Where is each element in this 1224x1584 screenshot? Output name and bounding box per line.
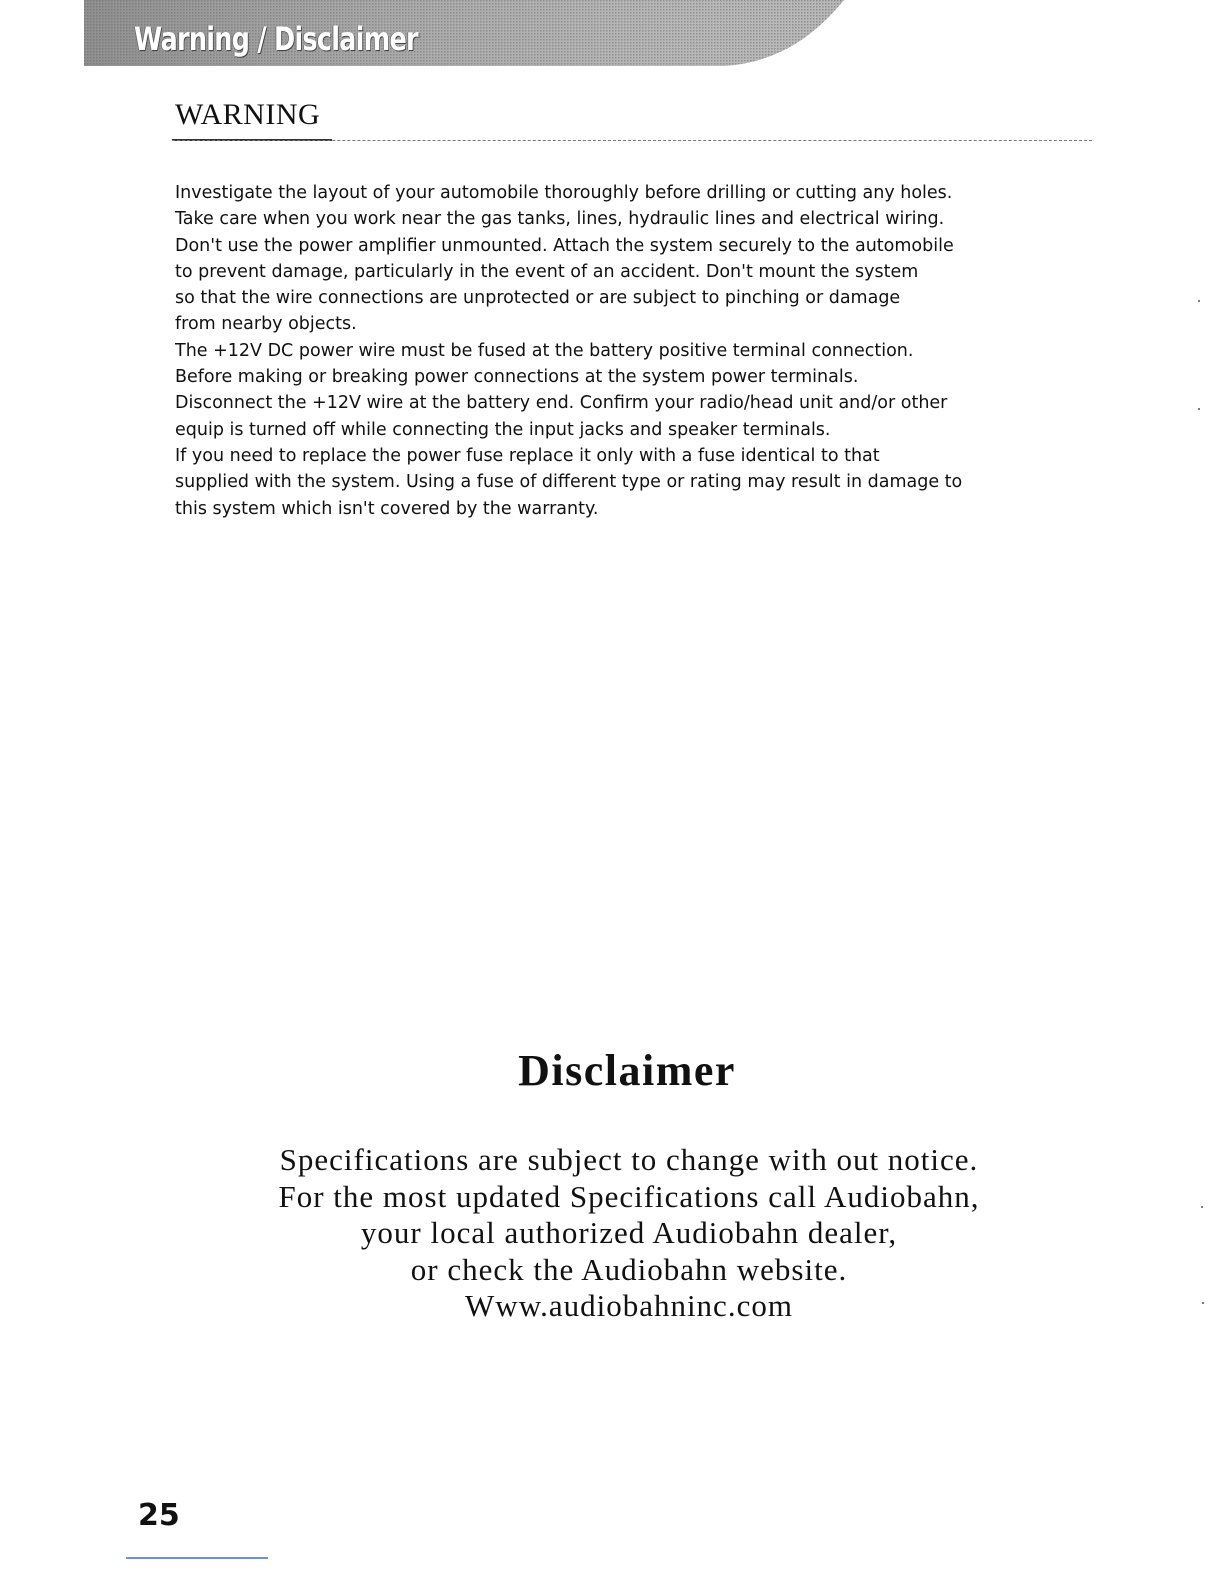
warning-line: If you need to replace the power fuse replace it only with a fuse identical to that bbox=[175, 445, 880, 466]
footer-rule bbox=[126, 1557, 268, 1559]
warning-line: Take care when you work near the gas tanks, lines, hydraulic lines and electrical wiring. bbox=[175, 209, 945, 230]
disclaimer-line: your local authorized Audiobahn dealer, bbox=[360, 1215, 898, 1250]
warning-line: from nearby objects. bbox=[175, 314, 357, 335]
warning-line: Before making or breaking power connections at the system power terminals. bbox=[175, 367, 859, 388]
scan-speck bbox=[1198, 408, 1200, 410]
header-banner bbox=[84, 0, 844, 70]
scan-speck bbox=[1202, 1302, 1204, 1304]
disclaimer-line: or check the Audiobahn website. bbox=[410, 1251, 848, 1287]
disclaimer-heading: Disclaimer bbox=[518, 1046, 736, 1095]
disclaimer-line: Specifications are subject to change with out notice. bbox=[279, 1142, 979, 1177]
disclaimer-body bbox=[0, 1142, 1224, 1325]
warning-heading: WARNING bbox=[175, 98, 321, 131]
warning-line: equip is turned off while connecting the input jacks and speaker terminals. bbox=[175, 419, 831, 440]
disclaimer-website: Www.audiobahninc.com bbox=[465, 1288, 793, 1323]
page-number: 25 bbox=[138, 1498, 180, 1533]
disclaimer-line: For the most updated Specifications call Audiobahn, bbox=[278, 1178, 980, 1214]
warning-line: so that the wire connections are unprotected or are subject to pinching or damage bbox=[175, 288, 901, 309]
scan-speck bbox=[1201, 1206, 1203, 1208]
warning-line: The +12V DC power wire must be fused at the battery positive terminal connection. bbox=[175, 340, 914, 361]
warning-divider bbox=[172, 140, 1092, 141]
warning-line: Disconnect the +12V wire at the battery end. Confirm your radio/head unit and/or other bbox=[175, 393, 948, 414]
warning-body bbox=[175, 180, 1075, 522]
warning-line: Don't use the power amplifier unmounted. Attach the system securely to the automobile bbox=[175, 235, 954, 256]
warning-line: to prevent damage, particularly in the event of an accident. Don't mount the system bbox=[175, 261, 919, 282]
header-title: Warning / Disclaimer bbox=[134, 20, 418, 58]
warning-line: Investigate the layout of your automobile thoroughly before drilling or cutting any holes. bbox=[175, 183, 953, 203]
scan-speck bbox=[1198, 300, 1200, 302]
warning-line: this system which isn't covered by the warranty. bbox=[175, 498, 599, 519]
warning-line: supplied with the system. Using a fuse of different type or rating may result in damage to bbox=[175, 472, 963, 493]
